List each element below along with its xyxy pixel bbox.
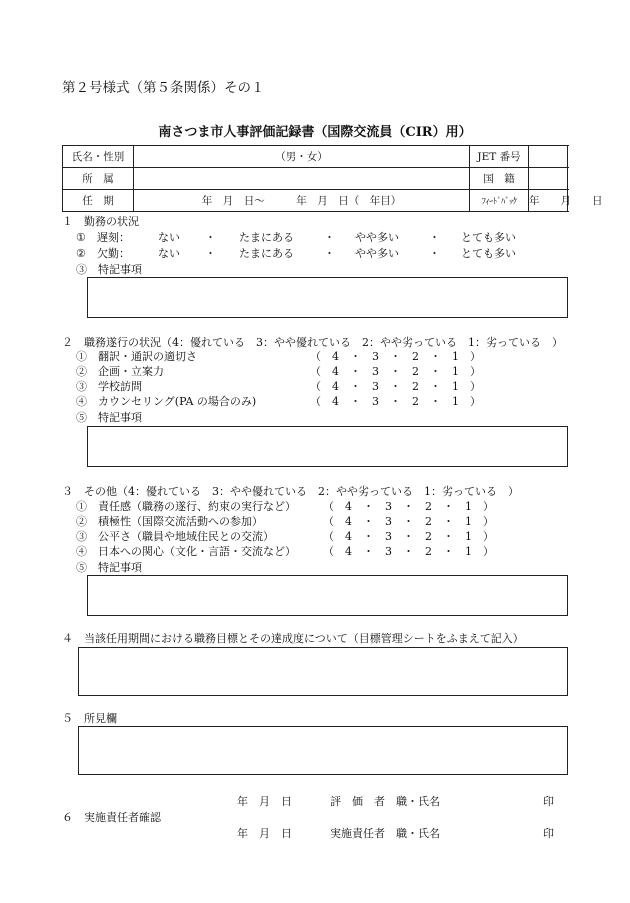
rating-scale[interactable]: （ 4 ・ 3 ・ 2 ・ 1 ） [310, 395, 481, 408]
info-table [62, 145, 603, 212]
section-2-heading: ２ 職務遂行の状況（4：優れている 3：やや優れている 2：やや劣っている 1：劣っている ） [62, 336, 563, 349]
rating-scale[interactable]: （ 4 ・ 3 ・ 2 ・ 1 ） [310, 365, 481, 378]
option-none[interactable]: ない [158, 231, 180, 244]
section-1-heading: １ 勤務の状況 [62, 215, 139, 228]
department-label: 所 属 [63, 168, 134, 190]
option-none[interactable]: ない [158, 247, 180, 260]
row-number: ② [76, 247, 86, 260]
row-number: ① [76, 231, 86, 244]
section-5-box[interactable] [78, 726, 568, 775]
separator: ・ [429, 231, 440, 244]
department-field[interactable] [134, 168, 470, 190]
absence-label: 欠勤： [97, 247, 130, 260]
criterion-label: ② 積極性（国際交流活動への参加） [76, 515, 263, 528]
section-4-heading: ４ 当該任用期間における職務目標とその達成度について（目標管理シートをふまえて記入） [62, 632, 524, 645]
rating-scale[interactable]: （ 4 ・ 3 ・ 2 ・ 1 ） [323, 545, 494, 558]
rating-scale[interactable]: （ 4 ・ 3 ・ 2 ・ 1 ） [323, 500, 494, 513]
term-label: 任 期 [63, 190, 134, 212]
criterion-label: ① 責任感（職務の遂行、約束の実行など） [76, 500, 296, 513]
seal-mark[interactable]: 印 [543, 795, 554, 808]
signature-date[interactable]: 年 月 日 [237, 827, 292, 840]
criterion-label: ② 企画・立案力 [76, 365, 164, 378]
separator: ・ [324, 231, 335, 244]
separator: ・ [324, 247, 335, 260]
criterion-label: ④ カウンセリング(PA の場合のみ) [76, 395, 257, 408]
document-title: 南さつま市人事評価記録書（国際交流員（CIR）用） [158, 125, 472, 140]
nationality-label: 国 籍 [470, 168, 529, 190]
rating-scale[interactable]: （ 4 ・ 3 ・ 2 ・ 1 ） [310, 350, 481, 363]
rating-scale[interactable]: （ 4 ・ 3 ・ 2 ・ 1 ） [323, 530, 494, 543]
supervisor-role: 実施責任者 職・氏名 [330, 827, 440, 840]
separator: ・ [205, 231, 216, 244]
option-sometimes[interactable]: たまにある [239, 247, 294, 260]
name-gender-field[interactable]: （男・女） [134, 146, 470, 168]
late-label: 遅刻： [97, 231, 130, 244]
section-3-notes-label: ⑤ 特記事項 [76, 561, 142, 574]
option-somewhat-often[interactable]: やや多い [355, 247, 399, 260]
separator: ・ [205, 247, 216, 260]
form-label: 第２号様式（第５条関係）その１ [62, 80, 265, 96]
seal-mark[interactable]: 印 [543, 827, 554, 840]
option-sometimes[interactable]: たまにある [239, 231, 294, 244]
name-gender-label: 氏名・性別 [63, 146, 134, 168]
section-1-notes-box[interactable] [87, 277, 568, 318]
jet-number-label: JET 番号 [470, 146, 529, 168]
section-1-notes-label: ③ 特記事項 [76, 263, 142, 276]
evaluator-role: 評 価 者 職・氏名 [330, 795, 440, 808]
section-6-heading: ６ 実施責任者確認 [62, 811, 161, 824]
feedback-label: ﾌｨｰﾄﾞﾊﾞｯｸ [470, 190, 529, 212]
feedback-date-field[interactable]: 年 月 日 [529, 190, 568, 212]
rating-scale[interactable]: （ 4 ・ 3 ・ 2 ・ 1 ） [310, 380, 481, 393]
section-2-notes-label: ⑤ 特記事項 [76, 411, 142, 424]
section-3-heading: ３ その他（4：優れている 3：やや優れている 2：やや劣っている 1：劣っている ） [62, 485, 519, 498]
section-4-box[interactable] [78, 647, 568, 696]
section-2-notes-box[interactable] [87, 426, 568, 467]
option-somewhat-often[interactable]: やや多い [355, 231, 399, 244]
criterion-label: ④ 日本への関心（文化・言語・交流など） [76, 545, 296, 558]
nationality-field[interactable] [529, 168, 568, 190]
term-field[interactable]: 年 月 日〜 年 月 日（ 年目） [134, 190, 470, 212]
signature-date[interactable]: 年 月 日 [237, 795, 292, 808]
separator: ・ [429, 247, 440, 260]
criterion-label: ③ 公平さ（職員や地域住民との交流） [76, 530, 274, 543]
section-3-notes-box[interactable] [87, 575, 568, 616]
jet-number-field[interactable] [529, 146, 568, 168]
criterion-label: ③ 学校訪問 [76, 380, 142, 393]
criterion-label: ① 翻訳・通訳の適切さ [76, 350, 197, 363]
option-very-often[interactable]: とても多い [461, 247, 516, 260]
section-5-heading: ５ 所見欄 [62, 712, 117, 725]
rating-scale[interactable]: （ 4 ・ 3 ・ 2 ・ 1 ） [323, 515, 494, 528]
option-very-often[interactable]: とても多い [461, 231, 516, 244]
